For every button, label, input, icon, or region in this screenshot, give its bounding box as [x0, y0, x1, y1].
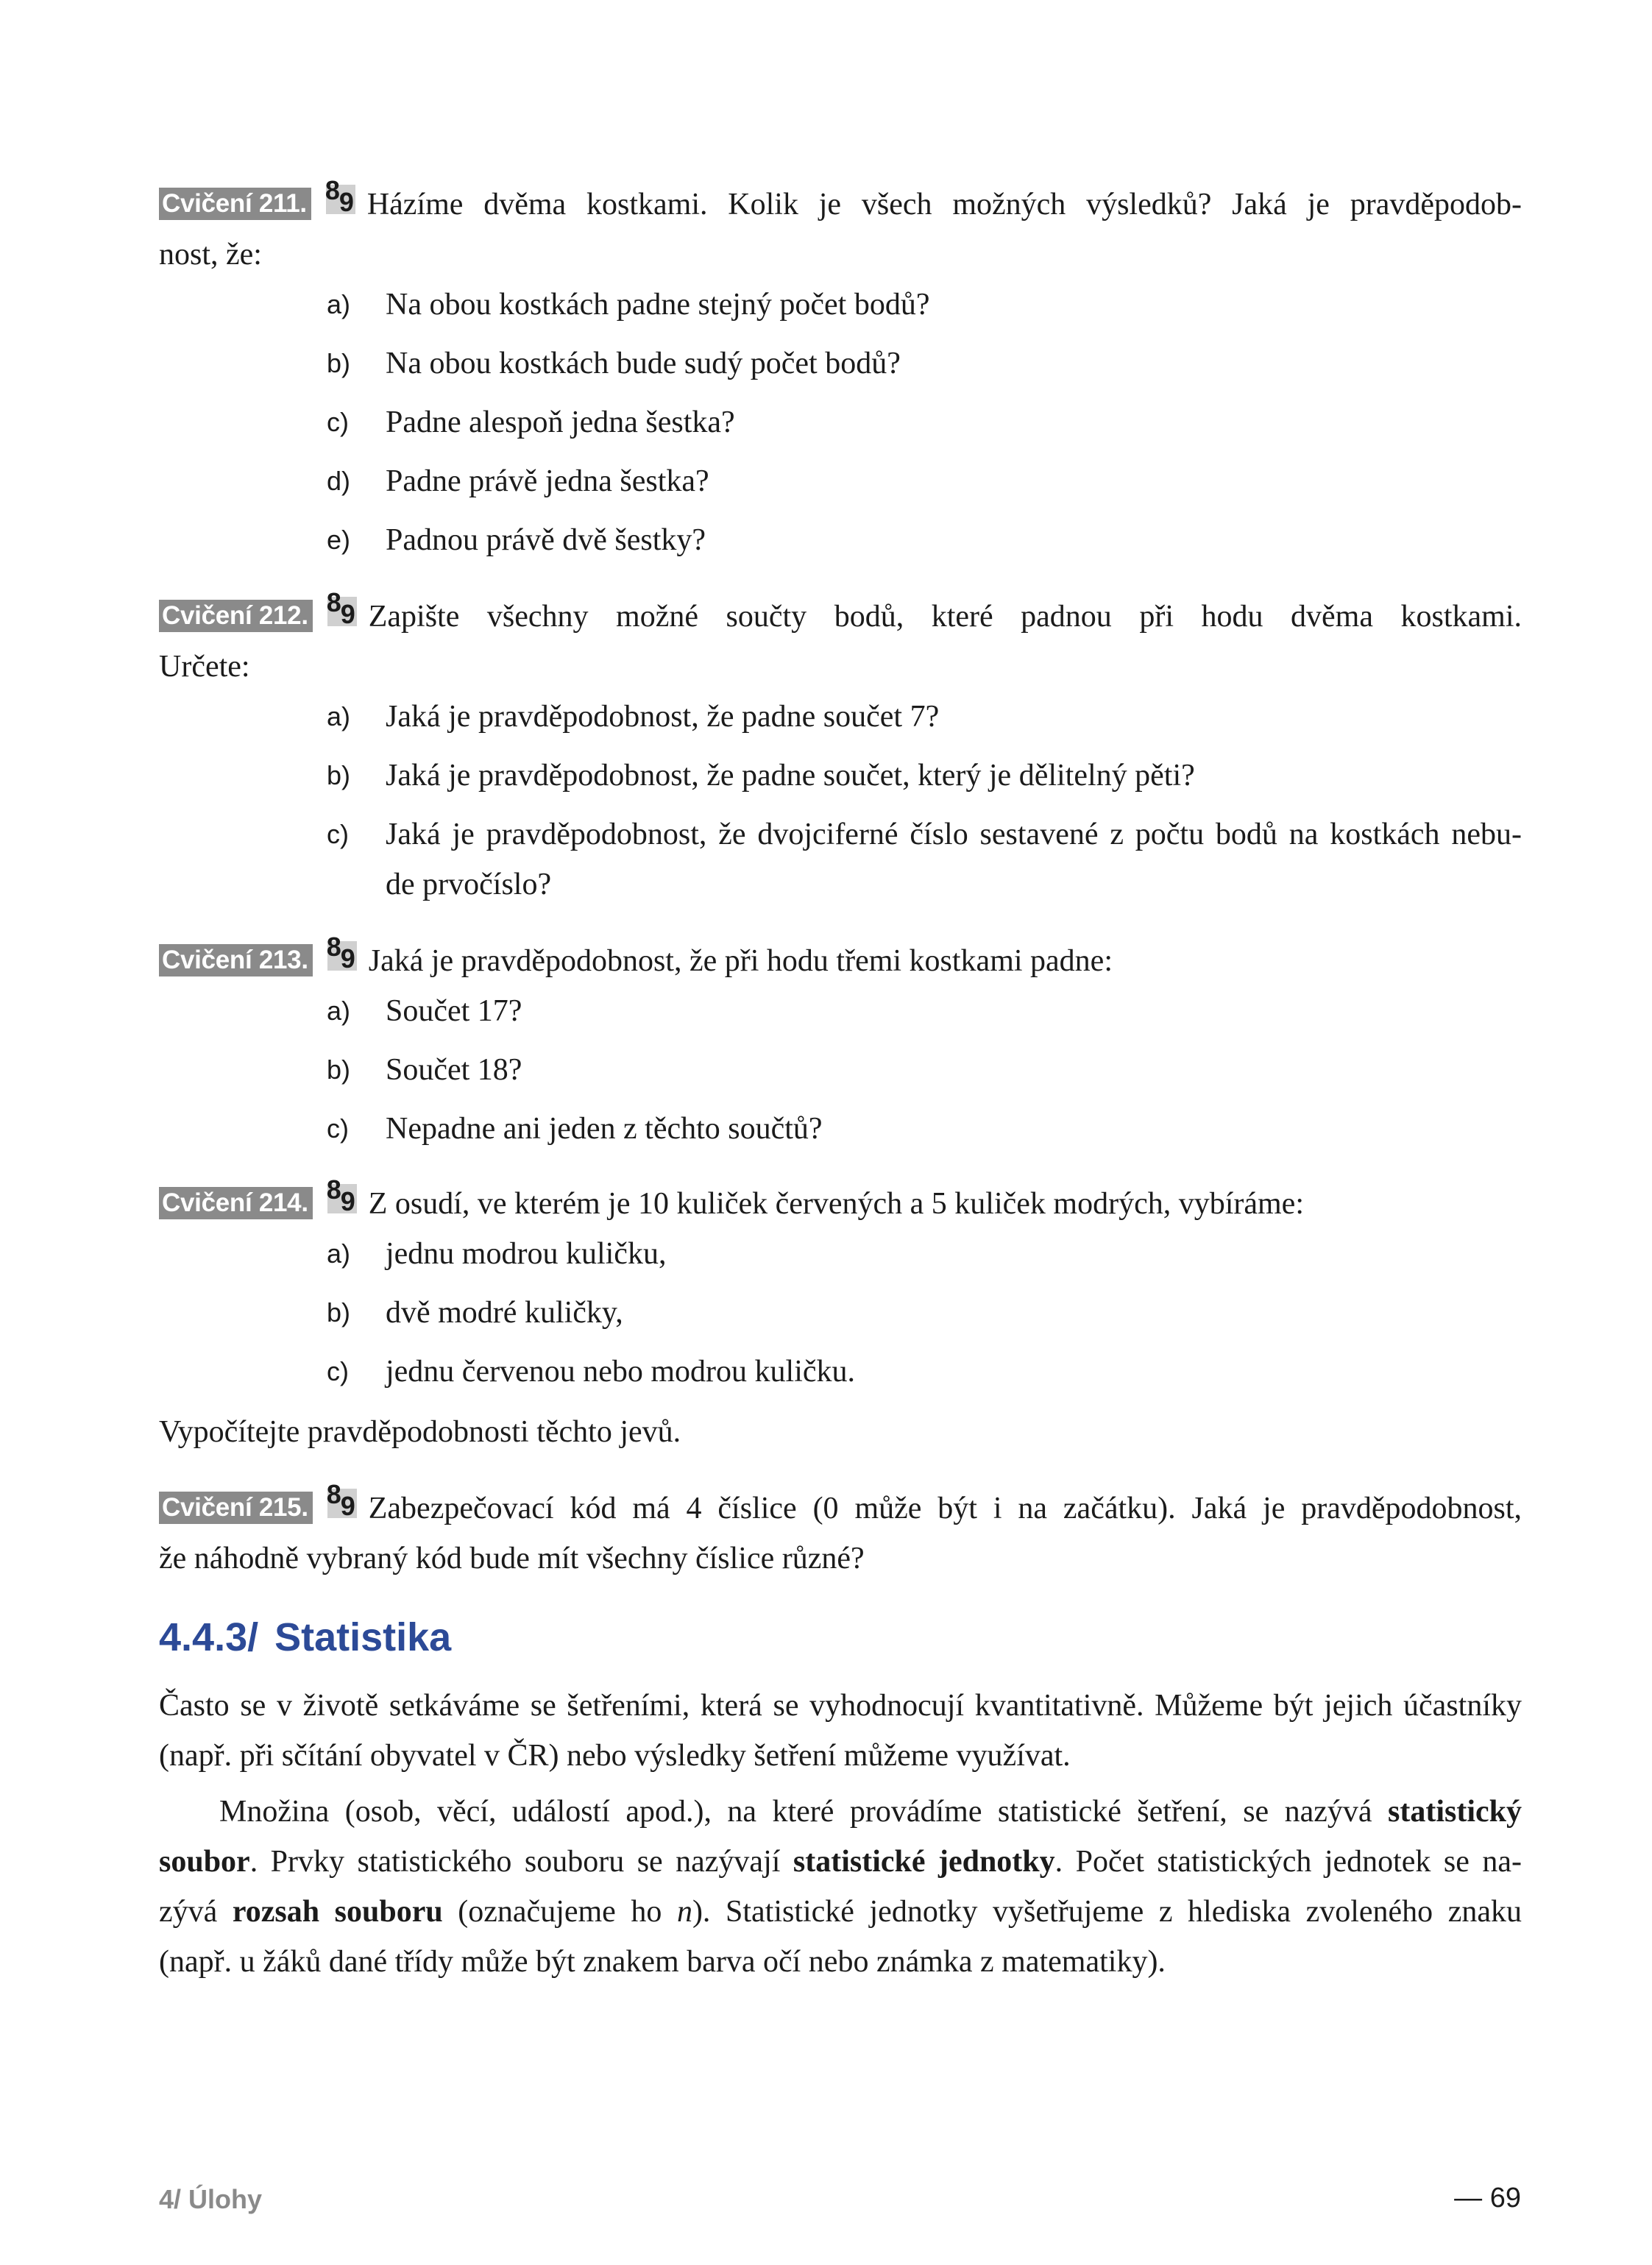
section-number: 4.4.3/ [159, 1615, 259, 1659]
paragraph-2-line2: soubor. Prvky statistického souboru se nazývají statistické jednotky. Počet statistických jednotek se na- [159, 1845, 1522, 1879]
paragraph-1-line2: (např. při sčítání obyvatel v ČR) nebo výsledky šetření můžeme využívat. [159, 1739, 1071, 1773]
term-soubor: soubor [159, 1845, 250, 1879]
paragraph-1-line1: Často se v životě setkáváme se šetřeními, která se vyhodnocují kvantitativně. Můžeme být jejich účastníky [159, 1689, 1522, 1723]
exercise-tag: Cvičení 212. [159, 600, 313, 632]
exercise-tag: Cvičení 214. [159, 1187, 313, 1219]
exercise-text: Zabezpečovací kód má 4 číslice (0 může být i na začátku). Jaká je pravděpodobnost, [368, 1492, 1522, 1525]
exercise-215-line2: že náhodně vybraný kód bude mít všechny číslice různé? [159, 1542, 865, 1575]
grade-badge-icon: 8 9 [326, 1174, 355, 1216]
exercise-215-line1 [159, 1479, 1522, 1534]
exercise-213-line1 [159, 932, 1522, 986]
exercise-tag: Cvičení 215. [159, 1492, 313, 1524]
exercise-211-line2: nost, že: [159, 238, 262, 272]
document-page: Cvičení 211. 8 9 Házíme dvěma kostkami. Kolik je všech možných výsledků? Jaká je pravděpodob- nost, že: a) Na obou kostkách padne stejný počet bodů? b) Na obou kostkách bude sudý počet bodů? c) Padne alespoň jedna šestka? d) Padne právě jedna šestka? e) Padnou právě dvě šestky? Cvičení 212. 8 9 Zapište všechny možné součty bodů, které padnou při hodu dvěma kostkami. Určete: a) Jaká je pravděpodobnost, že padne součet 7? b) Jaká je pravděpodobnost, že padne součet, který je dělitelný pěti? c) Jaká je pravděpodobnost, že dvojciferné číslo sestavené z počtu bodů na kostkách nebu- de prvočíslo? Cvičení 213. 8 9 Jaká je pravděpodobnost, že při hodu třemi kostkami padne: a) Součet 17? b) Součet 18? c) Nepadne ani jeden z těchto součtů? Cvičení 214. 8 9 Z osudí, ve kterém je 10 kuliček červených a 5 kuliček modrých, vybíráme: a) jednu modrou kuličku, b) dvě modré kuličky, c) jednu červenou nebo modrou kuličku. Vypočítejte pravděpodobnosti těchto jevů. Cvičení 215. 8 9 Zabezpečovací kód má 4 číslice (0 může být i na začátku). Jaká je pravděpodobnost, že náhodně vybraný kód bude mít všechny číslice různé? 4.4.3/ Statistika Často se v životě setkáváme se šetřeními, která se vyhodnocují kvantitativně. Můžeme být jejich účastníky (např. při sčítání obyvatel v ČR) nebo výsledky šetření můžeme využívat. Množina (osob, věcí, událostí apod.), na které provádíme statistické šetření, se nazývá statistický soubor. Prvky statistického souboru se nazývají statistické jednotky. Počet statistických jednotek se na- zývá rozsah souboru (označujeme ho n). Statistické jednotky vyšetřujeme z hlediska zvoleného znaku (např. u žáků dané třídy může být znakem barva očí nebo známka z matematiky). 4/ Úlohy — 69 [159, 175, 1522, 2214]
exercise-text: Házíme dvěma kostkami. Kolik je všech možných výsledků? Jaká je pravděpodob- [366, 188, 1522, 221]
term-rozsah-souboru: rozsah souboru [232, 1895, 443, 1929]
section-title: Statistika [274, 1615, 452, 1659]
grade-badge-icon: 8 9 [326, 1479, 355, 1521]
variable-n: n [676, 1895, 692, 1929]
term-statisticke-jednotky: statistické jednotky [793, 1845, 1055, 1879]
exercise-text: Zapište všechny možné součty bodů, které padnou při hodu dvěma kostkami. [368, 600, 1522, 634]
exercise-212-line1 [159, 587, 1522, 642]
grade-badge-icon: 8 9 [325, 175, 354, 217]
grade-badge-icon: 8 9 [326, 932, 355, 974]
term-statisticky: statistický [1388, 1795, 1522, 1829]
paragraph-2-line1: Množina (osob, věcí, událostí apod.), na které provádíme statistické šetření, se nazývá statistický [219, 1795, 1522, 1829]
exercise-tag: Cvičení 213. [159, 944, 313, 976]
exercise-214-after: Vypočítejte pravděpodobnosti těchto jevů. [159, 1415, 681, 1449]
exercise-text: Z osudí, ve kterém je 10 kuliček červených a 5 kuliček modrých, vybíráme: [368, 1187, 1304, 1221]
exercise-211-line1 [159, 175, 1522, 230]
paragraph-2-line4: (např. u žáků dané třídy může být znakem barva očí nebo známka z matematiky). [159, 1945, 1166, 1979]
paragraph-2-line3: zývá rozsah souboru (označujeme ho n). Statistické jednotky vyšetřujeme z hlediska zvoleného znaku [159, 1895, 1522, 1929]
section-heading [159, 1612, 451, 1663]
grade-badge-icon: 8 9 [326, 587, 355, 629]
footer-page-number: — 69 [1454, 2183, 1521, 2213]
exercise-tag: Cvičení 211. [159, 188, 311, 220]
exercise-212-line2: Určete: [159, 650, 250, 684]
exercise-214-line1 [159, 1174, 1522, 1229]
footer-chapter: 4/ Úlohy [159, 2184, 263, 2214]
exercise-text: Jaká je pravděpodobnost, že při hodu třemi kostkami padne: [368, 944, 1113, 978]
